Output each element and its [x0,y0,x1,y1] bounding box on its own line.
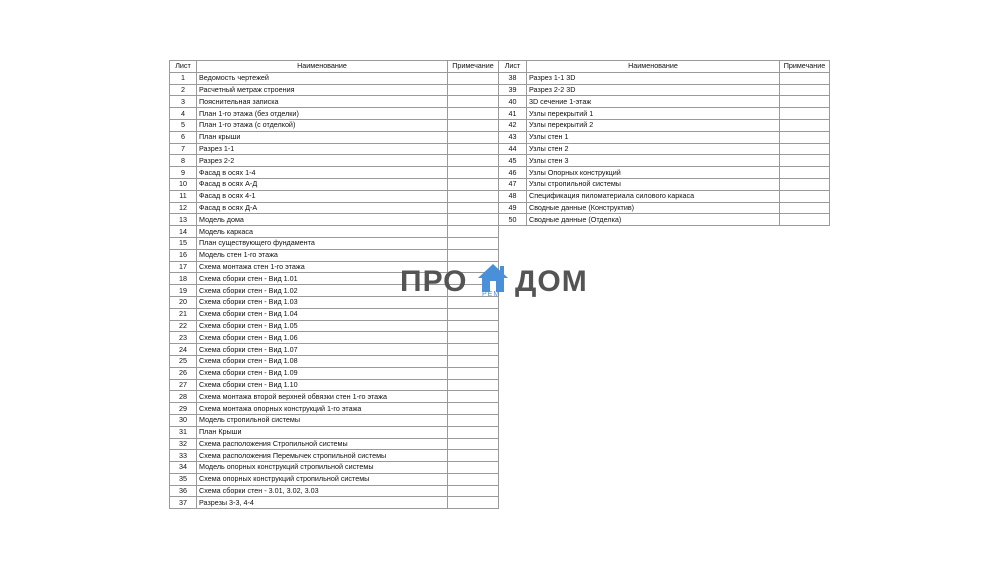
note-cell [448,155,499,167]
sheet-number-cell: 27 [170,379,197,391]
table-row [170,320,499,332]
sheet-number-cell: 29 [170,403,197,415]
table-row [499,131,830,143]
sheet-number-cell: 23 [170,332,197,344]
sheet-number-cell: 21 [170,308,197,320]
sheet-number-cell: 3 [170,96,197,108]
note-cell [780,72,830,84]
sheet-name-cell: Спецификация пиломатериала силового каркаса [527,190,780,202]
table-row [170,96,499,108]
table-row [170,119,499,131]
table-row [170,497,499,509]
table-row [499,202,830,214]
note-cell [448,355,499,367]
sheet-name-cell: Разрезы 3-3, 4-4 [197,497,448,509]
table-row [170,332,499,344]
note-cell [448,332,499,344]
sheet-name-cell: План существующего фундамента [197,237,448,249]
sheet-number-cell: 6 [170,131,197,143]
header-note: Примечание [448,61,499,73]
note-cell [780,202,830,214]
note-cell [448,462,499,474]
table-row [170,344,499,356]
header-name: Наименование [197,61,448,73]
table-row [499,155,830,167]
note-cell [448,214,499,226]
sheet-name-cell: Сводные данные (Отделка) [527,214,780,226]
sheet-number-cell: 18 [170,273,197,285]
sheet-name-cell: Расчетный метраж строения [197,84,448,96]
table-row [499,167,830,179]
note-cell [448,438,499,450]
table-row [170,355,499,367]
sheet-number-cell: 13 [170,214,197,226]
sheet-number-cell: 42 [499,119,527,131]
note-cell [780,131,830,143]
sheet-name-cell: Фасад в осях Д-А [197,202,448,214]
sheet-name-cell: Схема сборки стен - Вид 1.07 [197,344,448,356]
table-row [170,403,499,415]
sheet-number-cell: 11 [170,190,197,202]
sheet-number-cell: 15 [170,237,197,249]
sheet-number-cell: 9 [170,167,197,179]
sheet-name-cell: План 1-го этажа (с отделкой) [197,119,448,131]
sheet-name-cell: Узлы Опорных конструкций [527,167,780,179]
table-row [170,462,499,474]
sheet-name-cell: Схема сборки стен - Вид 1.08 [197,355,448,367]
sheet-number-cell: 22 [170,320,197,332]
sheet-name-cell: Узлы перекрытий 2 [527,119,780,131]
sheet-number-cell: 45 [499,155,527,167]
table-row [170,178,499,190]
table-row [170,143,499,155]
sheet-number-cell: 39 [499,84,527,96]
note-cell [780,214,830,226]
sheet-name-cell: Разрез 1-1 [197,143,448,155]
sheet-name-cell: Модель опорных конструкций стропильной системы [197,462,448,474]
table-row [170,426,499,438]
note-cell [448,178,499,190]
sheet-number-cell: 38 [499,72,527,84]
note-cell [448,108,499,120]
sheet-name-cell: Схема монтажа второй верхней обвязки стен 1-го этажа [197,391,448,403]
drawings-table-right [498,60,830,226]
sheet-number-cell: 16 [170,249,197,261]
sheet-name-cell: Модель дома [197,214,448,226]
note-cell [448,72,499,84]
sheet-number-cell: 31 [170,426,197,438]
sheet-number-cell: 43 [499,131,527,143]
sheet-number-cell: 40 [499,96,527,108]
sheet-number-cell: 4 [170,108,197,120]
note-cell [448,367,499,379]
sheet-name-cell: Фасад в осях 1-4 [197,167,448,179]
table-row [499,178,830,190]
sheet-name-cell: Схема расположения Перемычек стропильной системы [197,450,448,462]
note-cell [448,485,499,497]
table-row [170,379,499,391]
sheet-name-cell: Фасад в осях А-Д [197,178,448,190]
note-cell [780,178,830,190]
sheet-name-cell: Модель каркаса [197,226,448,238]
sheet-number-cell: 2 [170,84,197,96]
table-row [499,119,830,131]
table-row [170,131,499,143]
logo-word-left: ПРО [400,265,468,298]
sheet-name-cell: Узлы стропильной системы [527,178,780,190]
table-row [170,391,499,403]
table-row [170,438,499,450]
sheet-number-cell: 41 [499,108,527,120]
sheet-name-cell: Разрез 1-1 3D [527,72,780,84]
note-cell [448,131,499,143]
sheet-name-cell: Схема опорных конструкций стропильной системы [197,473,448,485]
sheet-name-cell: Разрез 2-2 [197,155,448,167]
note-cell [780,84,830,96]
sheet-number-cell: 49 [499,202,527,214]
note-cell [448,426,499,438]
sheet-name-cell: Схема сборки стен - Вид 1.06 [197,332,448,344]
sheet-name-cell: Схема монтажа опорных конструкций 1-го этажа [197,403,448,415]
sheet-name-cell: 3D сечение 1-этаж [527,96,780,108]
sheet-number-cell: 35 [170,473,197,485]
table-row [499,72,830,84]
header-sheet: Лист [170,61,197,73]
logo-word-right: ДОМ [515,265,588,298]
table-row [170,214,499,226]
sheet-name-cell: Пояснительная записка [197,96,448,108]
logo-subtext: РЕМ [482,291,501,298]
table-row [170,367,499,379]
note-cell [780,119,830,131]
header-sheet: Лист [499,61,527,73]
sheet-name-cell: Схема сборки стен - Вид 1.03 [197,296,448,308]
table-row [499,96,830,108]
table-row [499,190,830,202]
table-row [170,155,499,167]
sheet-name-cell: Фасад в осях 4-1 [197,190,448,202]
sheet-name-cell: Схема сборки стен - Вид 1.01 [197,273,448,285]
note-cell [448,320,499,332]
sheet-number-cell: 10 [170,178,197,190]
note-cell [448,190,499,202]
sheet-name-cell: Узлы стен 3 [527,155,780,167]
note-cell [780,108,830,120]
header-name: Наименование [527,61,780,73]
table-row [170,414,499,426]
table-row [170,450,499,462]
table-row [170,237,499,249]
sheet-number-cell: 46 [499,167,527,179]
table-row [170,108,499,120]
table-row [170,226,499,238]
sheet-number-cell: 20 [170,296,197,308]
note-cell [448,391,499,403]
table-row [170,473,499,485]
note-cell [448,473,499,485]
note-cell [448,379,499,391]
sheet-name-cell: Модель стен 1-го этажа [197,249,448,261]
table-row [170,167,499,179]
note-cell [448,450,499,462]
table-row [170,249,499,261]
table-row [499,143,830,155]
note-cell [448,84,499,96]
table-row [499,84,830,96]
table-row [170,485,499,497]
table-row [170,72,499,84]
sheet-number-cell: 24 [170,344,197,356]
sheet-number-cell: 36 [170,485,197,497]
note-cell [448,249,499,261]
sheet-number-cell: 30 [170,414,197,426]
note-cell [780,143,830,155]
sheet-name-cell: План 1-го этажа (без отделки) [197,108,448,120]
sheet-name-cell: Схема сборки стен - 3.01, 3.02, 3.03 [197,485,448,497]
table-row [170,308,499,320]
sheet-name-cell: Схема сборки стен - Вид 1.09 [197,367,448,379]
note-cell [448,237,499,249]
note-cell [448,119,499,131]
sheet-number-cell: 7 [170,143,197,155]
note-cell [780,96,830,108]
table-row [499,214,830,226]
note-cell [448,414,499,426]
sheet-name-cell: Модель стропильной системы [197,414,448,426]
sheet-name-cell: Узлы стен 1 [527,131,780,143]
sheet-number-cell: 14 [170,226,197,238]
sheet-name-cell: Схема расположения Стропильной системы [197,438,448,450]
sheet-name-cell: Сводные данные (Конструктив) [527,202,780,214]
note-cell [780,167,830,179]
note-cell [448,497,499,509]
note-cell [448,344,499,356]
note-cell [448,96,499,108]
pro-dom-watermark-logo [400,262,600,302]
note-cell [448,143,499,155]
note-cell [780,190,830,202]
table-header-row [170,61,499,73]
note-cell [448,403,499,415]
sheet-name-cell: Схема сборки стен - Вид 1.02 [197,285,448,297]
sheet-name-cell: План крыши [197,131,448,143]
sheet-number-cell: 5 [170,119,197,131]
sheet-number-cell: 17 [170,261,197,273]
note-cell [448,202,499,214]
sheet-number-cell: 12 [170,202,197,214]
note-cell [448,167,499,179]
table-row [499,108,830,120]
sheet-name-cell: Разрез 2-2 3D [527,84,780,96]
sheet-number-cell: 19 [170,285,197,297]
note-cell [780,155,830,167]
sheet-name-cell: Узлы перекрытий 1 [527,108,780,120]
table-body-right [499,72,830,225]
sheet-number-cell: 32 [170,438,197,450]
table-row [170,190,499,202]
sheet-number-cell: 50 [499,214,527,226]
sheet-number-cell: 47 [499,178,527,190]
sheet-name-cell: План Крыши [197,426,448,438]
sheet-number-cell: 48 [499,190,527,202]
sheet-name-cell: Схема сборки стен - Вид 1.04 [197,308,448,320]
sheet-name-cell: Узлы стен 2 [527,143,780,155]
sheet-number-cell: 25 [170,355,197,367]
sheet-number-cell: 34 [170,462,197,474]
sheet-name-cell: Схема монтажа стен 1-го этажа [197,261,448,273]
sheet-number-cell: 8 [170,155,197,167]
table-header-row [499,61,830,73]
sheet-number-cell: 44 [499,143,527,155]
table-row [170,202,499,214]
sheet-number-cell: 1 [170,72,197,84]
sheet-name-cell: Схема сборки стен - Вид 1.05 [197,320,448,332]
sheet-number-cell: 33 [170,450,197,462]
sheet-number-cell: 26 [170,367,197,379]
header-note: Примечание [780,61,830,73]
note-cell [448,308,499,320]
table-row [170,84,499,96]
note-cell [448,226,499,238]
sheet-name-cell: Ведомость чертежей [197,72,448,84]
sheet-name-cell: Схема сборки стен - Вид 1.10 [197,379,448,391]
sheet-number-cell: 28 [170,391,197,403]
sheet-number-cell: 37 [170,497,197,509]
